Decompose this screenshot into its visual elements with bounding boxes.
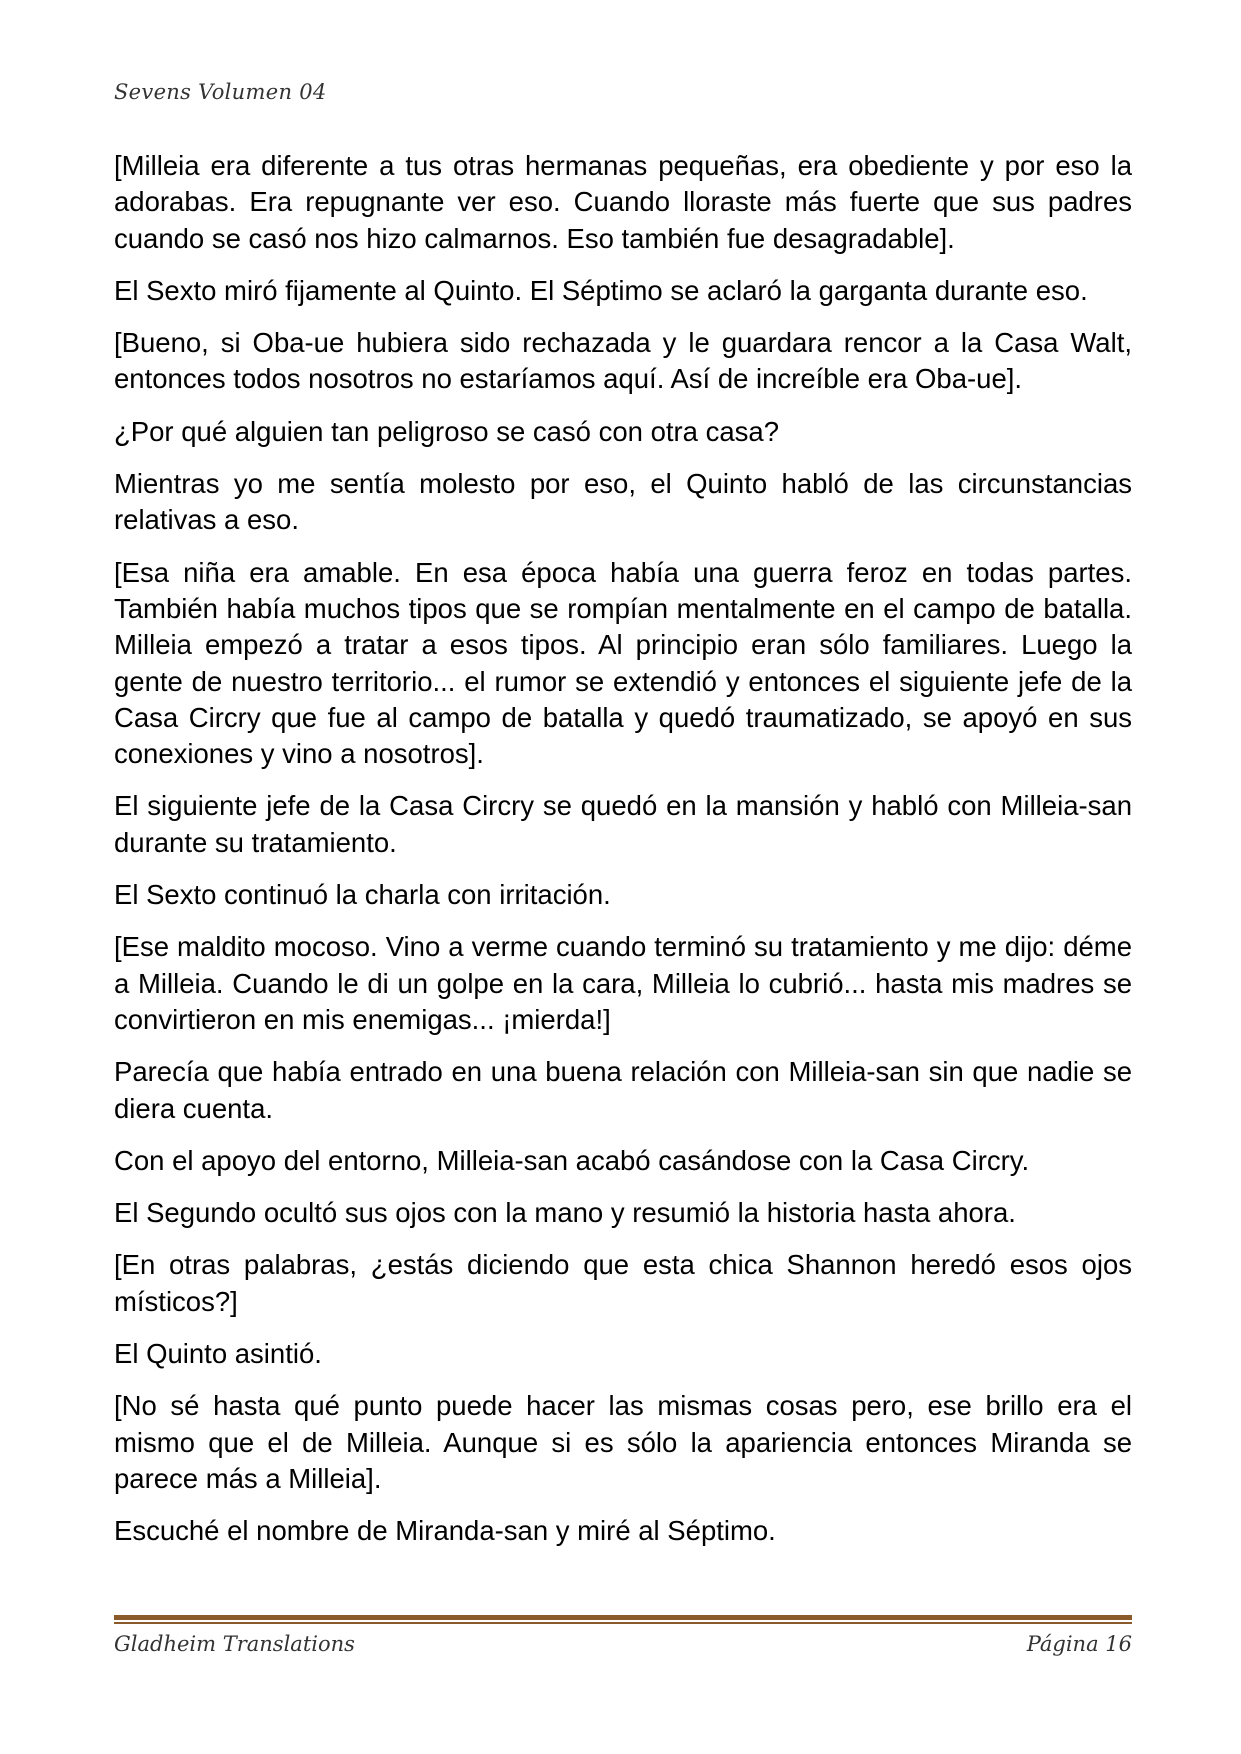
running-header: Sevens Volumen 04 (114, 80, 327, 104)
page-number: Página 16 (1026, 1632, 1132, 1656)
paragraph: El Segundo ocultó sus ojos con la mano y resumió la historia hasta ahora. (114, 1197, 1016, 1229)
paragraph: Con el apoyo del entorno, Milleia-san acabó casándose con la Casa Circry. (114, 1144, 1030, 1176)
paragraph: [Bueno, si Oba-ue hubiera sido rechazada y le guardara rencor a la Casa Walt, entonces todos nosotros no estaríamos aquí. Así de increíble era Oba-ue]. (114, 327, 1132, 395)
body-text (114, 148, 1132, 1566)
paragraph: El Sexto miró fijamente al Quinto. El Séptimo se aclaró la garganta durante eso. (114, 274, 1088, 306)
paragraph: ¿Por qué alguien tan peligroso se casó con otra casa? (114, 415, 779, 447)
paragraph: El siguiente jefe de la Casa Circry se quedó en la mansión y habló con Milleia-san durante su tratamiento. (114, 790, 1132, 858)
footer-rule-thick (114, 1615, 1132, 1620)
paragraph: El Sexto continuó la charla con irritación. (114, 879, 611, 911)
paragraph: Parecía que había entrado en una buena relación con Milleia-san sin que nadie se diera cuenta. (114, 1056, 1132, 1124)
paragraph: [Esa niña era amable. En esa época había una guerra feroz en todas partes. También había muchos tipos que se rompían mentalmente en el campo de batalla. Milleia empezó a tratar a esos tipos. Al principio eran sólo familiares. Luego la gente de nuestro territorio... el rumor se extendió y entonces el siguiente jefe de la Casa Circry que fue al campo de batalla y quedó traumatizado, se apoyó en sus conexiones y vino a nosotros]. (114, 556, 1132, 770)
paragraph: Mientras yo me sentía molesto por eso, el Quinto habló de las circunstancias relativas a eso. (114, 468, 1132, 536)
paragraph: Escuché el nombre de Miranda-san y miré al Séptimo. (114, 1515, 776, 1547)
footer-rule (114, 1615, 1132, 1625)
paragraph: [En otras palabras, ¿estás diciendo que esta chica Shannon heredó esos ojos místicos?] (114, 1249, 1132, 1317)
paragraph: El Quinto asintió. (114, 1338, 322, 1370)
footer-credit: Gladheim Translations (114, 1632, 355, 1656)
paragraph: [Ese maldito mocoso. Vino a verme cuando terminó su tratamiento y me dijo: déme a Milleia. Cuando le di un golpe en la cara, Milleia lo cubrió... hasta mis madres se convirtieron en mis enemigas... ¡mierda!] (114, 931, 1132, 1035)
paragraph: [Milleia era diferente a tus otras hermanas pequeñas, era obediente y por eso la adorabas. Era repugnante ver eso. Cuando lloraste más fuerte que sus padres cuando se casó nos hizo calmarnos. Eso también fue desagradable]. (114, 150, 1132, 254)
paragraph: [No sé hasta qué punto puede hacer las mismas cosas pero, ese brillo era el mismo que el de Milleia. Aunque si es sólo la apariencia entonces Miranda se parece más a Milleia]. (114, 1390, 1132, 1494)
footer-rule-thin (114, 1622, 1132, 1624)
